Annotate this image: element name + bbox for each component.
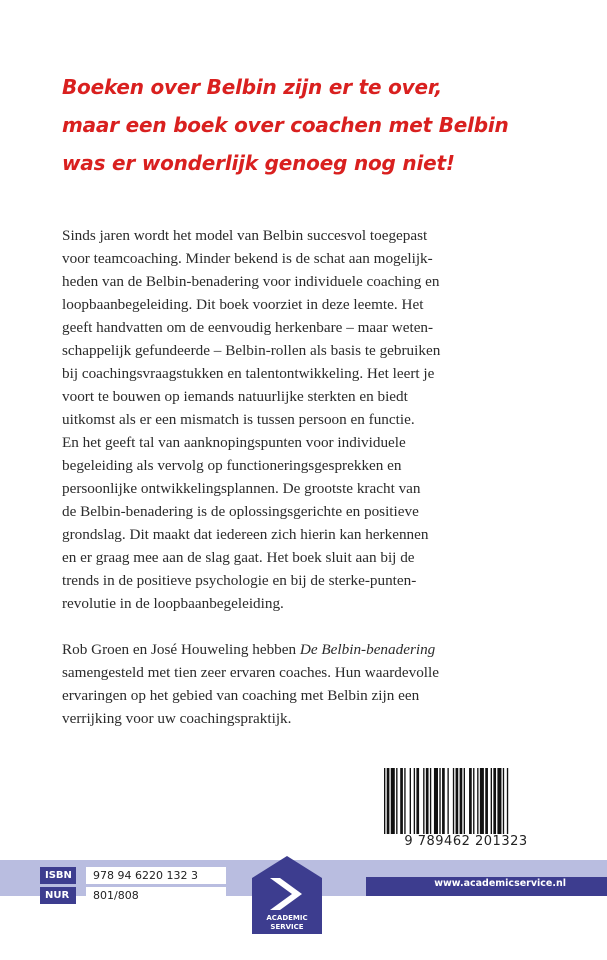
- barcode-bar: [430, 768, 431, 834]
- text-line: ervaringen op het gebied van coaching met Belbin zijn een: [62, 687, 420, 704]
- back-cover-blurb: [62, 224, 582, 730]
- text-line: heden van de Belbin-benadering voor individuele coaching en: [62, 273, 440, 290]
- isbn-value: 978 94 6220 132 3: [86, 867, 226, 884]
- paragraph-2: [62, 638, 582, 730]
- logo-graphic: [252, 856, 322, 934]
- barcode-bar: [456, 768, 459, 834]
- barcode-bar: [480, 768, 484, 834]
- barcode-bar: [503, 768, 504, 834]
- barcode-bar: [477, 768, 478, 834]
- text-line: [62, 638, 582, 661]
- barcode-bar: [384, 768, 385, 834]
- barcode-bar: [507, 768, 508, 834]
- barcode-bar: [497, 768, 501, 834]
- barcode-number: 9 789462 201323: [404, 834, 528, 849]
- book-title: De Belbin-benadering: [299, 641, 436, 658]
- barcode-bar: [434, 768, 438, 834]
- text-line: persoonlijke ontwikkelingsplannen. De grootste kracht van: [62, 480, 421, 497]
- barcode-bar: [447, 768, 448, 834]
- nur-label: NUR: [40, 887, 76, 904]
- barcode-bar: [464, 768, 465, 834]
- text-line: trends in de positieve psychologie en bij de sterke-punten-: [62, 572, 417, 589]
- barcode-bar: [460, 768, 463, 834]
- text-line: revolutie in de loopbaanbegeleiding.: [62, 595, 284, 612]
- text-line: En het geeft tal van aanknopingspunten voor individuele: [62, 434, 406, 451]
- barcode-bar: [414, 768, 415, 834]
- text-line: loopbaanbegeleiding. Dit boek voorziet in deze leemte. Het: [62, 296, 424, 313]
- logo-text-line1: ACADEMIC: [266, 914, 308, 922]
- text-line: en er graag mee aan de slag gaat. Het boek sluit aan bij de: [62, 549, 415, 566]
- text-line: voort te bouwen op iemands natuurlijke sterkten en biedt: [62, 388, 408, 405]
- text-line: schappelijk gefundeerde – Belbin-rollen als basis te gebruiken: [62, 342, 441, 359]
- text-line: begeleiding als vervolg op functioneringsgesprekken en: [62, 457, 402, 474]
- barcode-bar: [439, 768, 440, 834]
- barcode-bar: [426, 768, 429, 834]
- barcode-bar: [396, 768, 397, 834]
- tagline-line: was er wonderlijk genoeg nog niet!: [62, 151, 455, 175]
- barcode-bar: [400, 768, 403, 834]
- text-span: Rob Groen en José Houweling hebben: [62, 641, 300, 658]
- logo-text-line2: SERVICE: [270, 923, 304, 931]
- barcode-bar: [404, 768, 405, 834]
- barcode-bar: [473, 768, 474, 834]
- paragraph-1: [62, 224, 582, 615]
- text-line: uitkomst als er een mismatch is tussen persoon en functie.: [62, 411, 415, 428]
- text-line: grondslag. Dit maakt dat iedereen zich hierin kan herkennen: [62, 526, 429, 543]
- text-line: bij coachingsvraagstukken en talentontwikkeling. Het leert je: [62, 365, 435, 382]
- barcode-bar: [442, 768, 445, 834]
- barcode-bar: [485, 768, 488, 834]
- tagline: [62, 68, 592, 182]
- barcode-bar: [416, 768, 419, 834]
- tagline-line: Boeken over Belbin zijn er te over,: [62, 75, 443, 99]
- publisher-url[interactable]: www.academicservice.nl: [434, 878, 566, 889]
- barcode: [382, 768, 548, 834]
- barcode-bar: [453, 768, 454, 834]
- barcode-bar: [491, 768, 492, 834]
- text-line: voor teamcoaching. Minder bekend is de schat aan mogelijk-: [62, 250, 433, 267]
- barcode-bar: [391, 768, 395, 834]
- barcode-bar: [493, 768, 496, 834]
- tagline-line: maar een boek over coachen met Belbin: [62, 113, 509, 137]
- barcode-bar: [423, 768, 424, 834]
- isbn-label: ISBN: [40, 867, 76, 884]
- text-line: de Belbin-benadering is de oplossingsgerichte en positieve: [62, 503, 419, 520]
- text-line: verrijking voor uw coachingspraktijk.: [62, 710, 292, 727]
- barcode-bars: [382, 768, 548, 834]
- barcode-bar: [410, 768, 411, 834]
- text-line: samengesteld met tien zeer ervaren coaches. Hun waardevolle: [62, 664, 439, 681]
- barcode-bar: [387, 768, 390, 834]
- text-line: Sinds jaren wordt het model van Belbin succesvol toegepast: [62, 227, 428, 244]
- academic-service-logo: [252, 856, 322, 934]
- text-line: geeft handvatten om de eenvoudig herkenbare – maar weten-: [62, 319, 434, 336]
- nur-value: 801/808: [86, 887, 226, 904]
- barcode-bar: [469, 768, 472, 834]
